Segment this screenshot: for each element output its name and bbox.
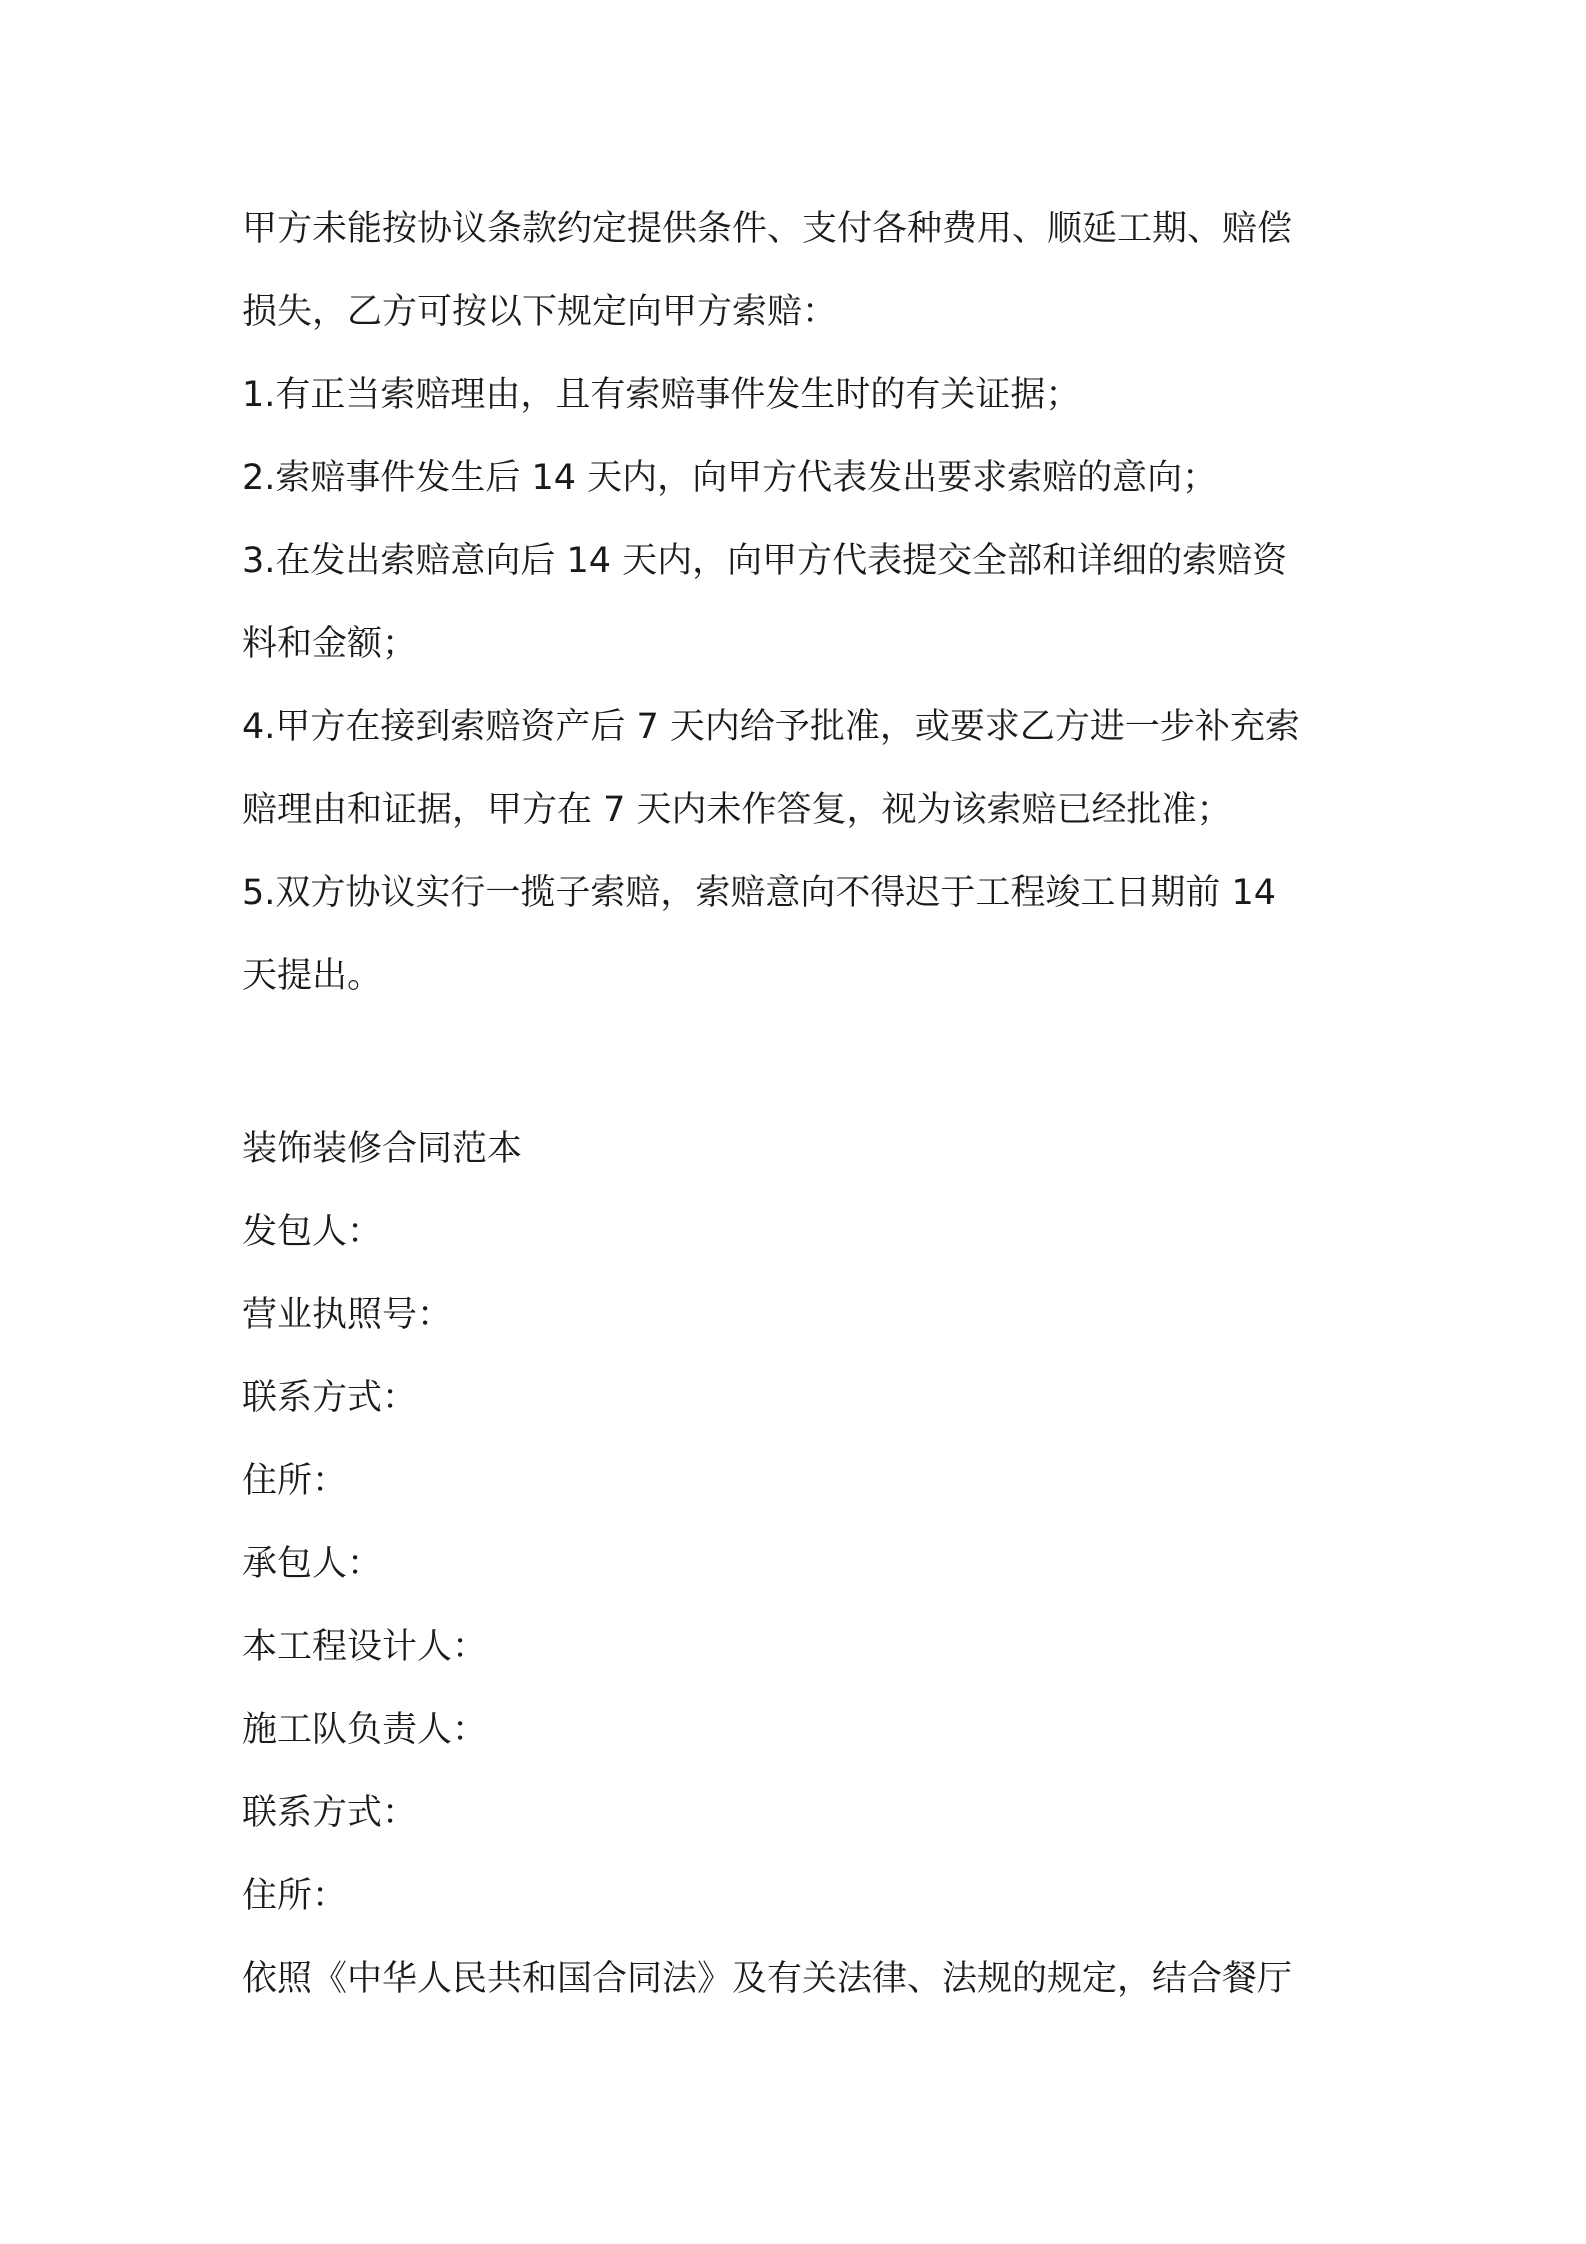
field-employer-contact: 联系方式： bbox=[242, 1378, 418, 1418]
claims-rule-1: 1.有正当索赔理由，且有索赔事件发生时的有关证据； bbox=[242, 375, 1081, 415]
claims-section bbox=[242, 188, 1362, 1018]
contract-title: 装饰装修合同范本 bbox=[242, 1129, 523, 1169]
contract-section bbox=[242, 1108, 1362, 2021]
claims-rule-2: 2.索赔事件发生后 14 天内，向甲方代表发出要求索赔的意向； bbox=[242, 458, 1218, 498]
claims-paragraph-line: 损失，乙方可按以下规定向甲方索赔： bbox=[242, 292, 838, 332]
field-contractor-address: 住所： bbox=[242, 1876, 348, 1916]
field-contractor: 承包人： bbox=[242, 1544, 383, 1584]
field-employer: 发包人： bbox=[242, 1212, 383, 1252]
claims-rule-5: 5.双方协议实行一揽子索赔，索赔意向不得迟于工程竣工日期前 14 bbox=[242, 873, 1277, 913]
field-employer-address: 住所： bbox=[242, 1461, 348, 1501]
field-team-leader: 施工队负责人： bbox=[242, 1710, 488, 1750]
field-designer: 本工程设计人： bbox=[242, 1627, 488, 1667]
claims-paragraph-line: 甲方未能按协议条款约定提供条件、支付各种费用、顺延工期、赔偿 bbox=[242, 209, 1293, 249]
claims-rule-4-cont: 赔理由和证据，甲方在 7 天内未作答复，视为该索赔已经批准； bbox=[242, 790, 1232, 830]
claims-rule-3: 3.在发出索赔意向后 14 天内，向甲方代表提交全部和详细的索赔资 bbox=[242, 541, 1288, 581]
contract-preamble: 依照《中华人民共和国合同法》及有关法律、法规的规定，结合餐厅 bbox=[242, 1959, 1293, 1999]
claims-rule-4: 4.甲方在接到索赔资产后 7 天内给予批准，或要求乙方进一步补充索 bbox=[242, 707, 1300, 747]
claims-rule-3-cont: 料和金额； bbox=[242, 624, 418, 664]
field-business-license: 营业执照号： bbox=[242, 1295, 453, 1335]
claims-rule-5-cont: 天提出。 bbox=[242, 956, 383, 996]
field-contractor-contact: 联系方式： bbox=[242, 1793, 418, 1833]
